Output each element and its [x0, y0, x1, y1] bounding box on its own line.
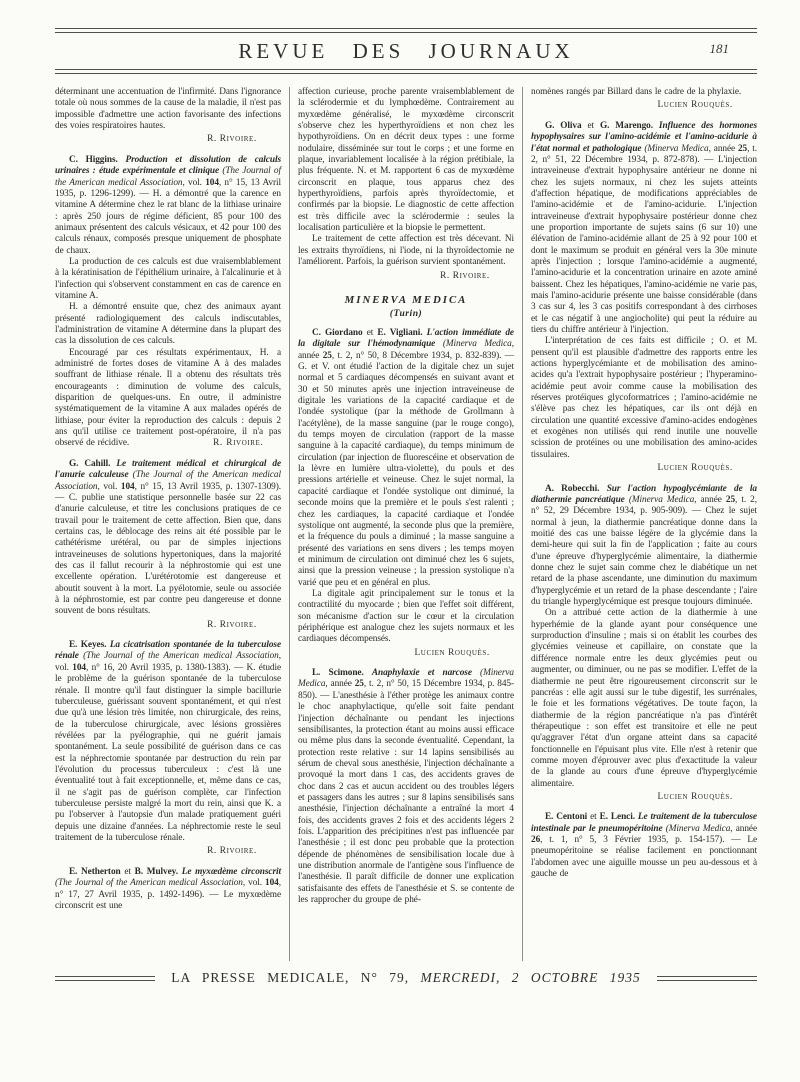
article-title: La cicatrisation spontanée de la tuberculose rénale: [55, 640, 281, 662]
footer-left-rule: [55, 976, 155, 981]
article-title: Le traitement médical et chirurgical de l'anurie calculeuse: [55, 458, 281, 481]
body-text: , t. 2, n° 51, 22 Décembre 1934, p. 872-878). — L'injection intraveineuse d'extrait hypophysaire antérieur ne donne ni chez les sujets normaux, ni chez les sujets atteints d'affection hépatique, de modifications appréciables de l'amino-acidémie et de l'amino-acidurie. L'injection intraveineuse d'extrait hypophysaire postérieur donne chez une proportion importante de sujets sains (6 sur 10) une élévation de l'amino-acidémie allant de 25 à 92 pour 100 et dont le maximum se produit en général vers la 30e minute après l'injection ; lorsque l'amino-acidémie a augmenté, l'amino-acidurie et la concentration urinaire en azote aminé baissent. Chez les hépatiques, l'amino-acidémie ne varie pas, mais l'amino-acidurie présente une baisse considérable (dans 3 cas sur 4, les 3 cas positifs correspondant à des cirrhoses et le cas négatif à une angiocholite) qui peut la réduire au tiers du chiffre antérieur à l'injection.: [531, 143, 757, 336]
article-abstract: [55, 459, 281, 618]
article-abstract: [55, 155, 281, 257]
journal-section-city: (Turin): [389, 308, 423, 319]
body-text: et: [362, 328, 378, 338]
reviewer-signature: R. Rivoire.: [207, 134, 257, 145]
article-abstract: [531, 812, 757, 880]
article-abstract: [55, 640, 281, 844]
body-text: et: [120, 866, 135, 877]
body-text: , année: [694, 495, 726, 505]
reviewer-signature: R. Rivoire.: [440, 270, 490, 281]
author-name: 25: [322, 350, 332, 361]
author-name: A. Robecchi.: [544, 483, 607, 494]
author-name: 104: [120, 481, 135, 492]
body-text: , vol.: [55, 651, 281, 673]
article-abstract: [55, 867, 281, 912]
article-title: Le myxœdème circonscrit: [181, 866, 281, 877]
paragraph: [298, 87, 514, 234]
article-abstract: [531, 484, 757, 609]
paragraph: [531, 336, 757, 461]
article-title: Sur l'action hypoglycémiante de la diathermie pancréatique: [531, 483, 757, 505]
reviewer-signature: Lucien Rouquès.: [657, 463, 733, 474]
journal-reference: (The Journal of the American medical Association: [55, 470, 281, 492]
author-name: E. Centoni: [544, 812, 588, 823]
body-text: , année: [298, 339, 514, 361]
article-title: Influence des hormones hypophysaires sur l'amino-acidémie et l'amino-acidurie à l'état normal et pathologique: [531, 120, 757, 154]
body-text: déterminant une accentuation de l'infirmité. Dans l'ignorance totale où nous sommes de la cause de la maladie, il n'est pas impossible d'admettre une action favorisante des infections des voies respiratoires hautes.: [55, 87, 281, 132]
body-text: , t. 2, n° 52, 29 Décembre 1934, p. 905-909). — Chez le sujet normal à jeun, la diathermie pancréatique donne dans la moitié des cas une baisse légère de la glycémie dans la demi-heure qui suit la fin de l'application ; faite au cours d'une épreuve d'hyperglycémie alimentaire, la diathermie donne chez le sujet sain comme chez le diabétique un net retard de la phase ascendante, une diminution du maximum d'hyperglycémie et un retard de la phase descendante ; l'aire du triangle hyperglycémique est presque toujours diminuée.: [531, 495, 757, 608]
body-text: , vol.: [97, 481, 121, 492]
body-text: , vol.: [182, 177, 206, 188]
body-text: On a attribué cette action de la diathermie à une hyperhémie de la glande ayant pour conséquence une surproduction d'insuline ; mais si on établit les courbes des glycémies veineuse et capillaire, on constate que la différence normale entre les deux glycémies peut ou augmenter, ou diminuer, ou ne pas se modifier. L'effet de la diathermie ne peut être rigoureusement circonscrit sur le pancréas : elle agit aussi sur le tube digestif, les surrénales, le foie et les formations végétatives. De toute façon, la diathermie de la région pancréatique n'a pas d'intérêt thérapeutique : son effet est transitoire et elle ne peut qu'aggraver l'état d'un organe atteint dans sa capacité fonctionnelle en l'épuisant plus vite. Elle n'est à retenir que comme moyen d'éprouver avec plus d'exactitude la valeur de la glande au cours d'une épreuve d'hyperglycémie alimentaire.: [531, 608, 757, 789]
paragraph: [55, 302, 281, 347]
author-name: B. Mulvey.: [134, 866, 182, 877]
journal-reference: (Minerva Medica: [298, 668, 514, 690]
author-name: L. Scimone.: [311, 668, 372, 679]
reviewer-signature: R. Rivoire.: [213, 438, 264, 449]
article-title: Production et dissolution de calculs urinaires : étude expérimentale et clinique: [55, 154, 281, 177]
reviewer-signature: R. Rivoire.: [207, 846, 257, 857]
author-name: G. Oliva: [544, 120, 582, 131]
column-left: [55, 87, 289, 961]
author-name: 104: [205, 177, 219, 188]
body-text: H. a démontré ensuite que, chez des animaux ayant présenté radiologiquement des calculs indiscutables, l'administration de vitamine A détermine dans la plupart des cas la dissolution de ces calculs.: [55, 302, 281, 347]
paragraph: [55, 348, 281, 450]
journal-reference: (The Journal of the American medical Association: [55, 878, 243, 889]
article-abstract: [298, 328, 514, 589]
article-title: L'action immédiate de la digitale sur l'hémodynamique: [298, 328, 514, 350]
author-name: E. Vigliani.: [377, 328, 427, 338]
article-title: Le traitement de la tuberculose intestinale par le pneumopéritoine: [531, 812, 757, 834]
header-bottom-rule: [55, 69, 757, 74]
article-title: Anaphylaxie et narcose: [371, 668, 481, 679]
body-text: , t. 2, n° 50, 15 Décembre 1934, p. 845-850). — L'anesthésie à l'éther protège les animaux contre le choc anaphylactique, qu'elle soit faite pendant l'injection déchaînante ou pendant les injections sensibilisantes, la protection étant au moins aussi efficace ou même plus dans la seconde éventualité. Cependant, la protection reste relative : sur 14 lapins sensibilisés au sérum de cheval sous anesthésie, l'injection déchaînante a provoqué la mort dans 1 cas, des accidents graves de choc dans 2 cas et aucun accident ou des troubles légers et passagers dans les autres ; sur 8 lapins sensibilisés sans anesthésie, l'injection déchaînante a entraîné la mort 4 fois, des accidents graves 2 fois et des accidents légers 2 fois. L'apparition des précipitines n'est pas influencée par l'anesthésie ; il est donc peu probable que la protection dépende de phénomènes de sensibilisation locale due à une distribution anormale de l'antigène sous l'influence de l'anesthésie. Il paraît difficile de donner une explication satisfaisante des effets de l'anesthésie et S. se contente de les rapprocher du groupe de phé-: [298, 679, 515, 905]
author-name: E. Keyes.: [68, 640, 110, 651]
body-text: , n° 15, 13 Avril 1935, p. 1296-1299). — H. a démontré que la carence en vitamine A détermine chez le rat blanc de la lithiase urinaire : après 250 jours de régime déficient, 85 pour 100 des animaux présentent des calculs vésicaux, et 42 pour 100 des calculs rénaux, composés presque uniquement de phosphate de chaux.: [55, 177, 282, 256]
article-columns: [55, 87, 757, 961]
body-text: et: [587, 812, 600, 823]
body-text: , année: [708, 143, 738, 154]
body-text: Le traitement de cette affection est très décevant. Ni les extraits thyroïdiens, ni l'iode, ni la thyroïdectomie ne l'améliorent. Parfois, la guérison survient spontanément.: [298, 234, 514, 268]
journal-section-title: MINERVA MEDICA: [344, 294, 468, 306]
column-middle: [289, 87, 523, 961]
paragraph: [55, 87, 281, 132]
paragraph: [298, 234, 514, 268]
author-name: E. Netherton: [68, 866, 121, 877]
page-title: REVUE DES JOURNAUX: [238, 38, 574, 63]
body-text: La production de ces calculs est due vraisemblablement à la kératinisation de l'épithélium urinaire, à l'alcalinurie et à l'infection qui s'observent constamment en cas de carence en vitamine A.: [55, 256, 281, 301]
journal-reference: (Minerva Medica: [628, 495, 695, 505]
paragraph: [531, 87, 757, 98]
author-name: C. Higgins.: [68, 154, 126, 165]
author-name: 104: [265, 878, 279, 889]
body-text: , n° 15, 13 Avril 1935, p. 1307-1309). — C. publie une statistique personnelle basée sur 22 cas d'anurie calculeuse, et titre les conclusions pratiques de ce travail pour le traitement de cette affection. Bien que, dans certains cas, le déblocage des reins ait été possible par le cathétérisme urétéral, ou par de simples injections intraveineuses de solutions hypertoniques, dans la majorité des cas il fallut recourir à la néphrostomie qui est une excellente opération. L'urétérotomie est dangereuse et aboutit souvent à la mort. La pyélotomie, seule ou associée à la néphrostomie, est par contre peu dangereuse et donne souvent de bons résultats.: [55, 481, 282, 617]
body-text: , n° 17, 27 Avril 1935, p. 1492-1496). — Le myxœdème circonscrit est une: [55, 878, 281, 911]
body-text: La digitale agit principalement sur le tonus et la contractilité du myocarde ; bien que l'effet soit différent, son mécanisme d'action sur le cœur et la circulation périphérique est analogue chez les sujets normaux et les cardiaques décompensés.: [298, 588, 514, 645]
reviewer-signature: Lucien Rouquès.: [657, 791, 733, 802]
body-text: , année: [325, 679, 355, 690]
paragraph: [531, 608, 757, 790]
body-text: , n° 16, 20 Avril 1935, p. 1380-1383). — K. étudie le problème de la guérison spontanée de la tuberculose rénale. Il montre qu'il faut distinguer la simple bacillurie tuberculeuse, guérissant souvent spontanément, et qui n'est due qu'à une lésion très limitée, non chirurgicale, des reins, de la tuberculose chirurgicale, avec lésions grossières révélées par la pyélographie, qui ne guérit jamais spontanément. La seule possibilité de guérison dans ce cas est la néphrectomie spontanée par destruction du rein par l'évolution du processus tuberculeux : c'est là une éventualité tout à fait exceptionnelle, et, même dans ce cas, il ne s'agit pas de guérison complète, car l'infection tuberculeuse persiste malgré la mort du rein, ainsi que K. a pu l'observer à l'autopsie d'un malade pratiquement guéri depuis une dizaine d'années. La néphrectomie reste le seul traitement de la tuberculose rénale.: [55, 662, 282, 843]
author-name: G. Cahill.: [68, 458, 117, 469]
masthead: [55, 33, 757, 69]
body-text: affection curieuse, proche parente vraisemblablement de la sclérodermie et du lymphœdème. Contrairement au myxœdème généralisé, le myxœdème circonscrit s'observe chez les hyperthyroïdiens et non chez les hypothyroïdiens. On en décrit deux types : une forme nodulaire, disséminée sur tout le corps ; et une forme en plaque, invariablement localisée à la région prétibiale, la plus fréquente. N. et M. rapportent 6 cas de myxœdème circonscrit en plaque, tous apparus chez des hyperthyroïdiens, parfois après thyroïdectomie, et confirmés par la biopsie. Le diagnostic de cette affection est très difficile avec la sclérodermie : seules la localisation particulière et la biopsie le permettent.: [298, 87, 514, 234]
body-text: , t. 1, n° 5, 3 Février 1935, p. 154-157). — Le pneumopéritoine se réalise facilement en ponctionnant l'abdomen avec une aiguille mousse un peu au-dessous et à gauche de: [531, 835, 757, 880]
journal-reference: (Minerva Medica: [665, 823, 731, 834]
reviewer-signature: R. Rivoire.: [207, 619, 257, 630]
journal-reference: (The Journal of the American medical Association: [83, 651, 279, 662]
body-text: et: [581, 120, 600, 131]
journal-reference: (Minerva Medica: [442, 339, 512, 350]
paragraph: [298, 589, 514, 646]
body-text: , vol.: [242, 878, 266, 889]
journal-reference: (The Journal of the American medical Association: [55, 166, 281, 188]
paragraph: [55, 257, 281, 302]
footer-issue-date: MERCREDI, 2 OCTOBRE 1935: [420, 970, 641, 985]
column-right: [523, 87, 757, 961]
author-name: G. Marengo.: [599, 120, 659, 131]
author-name: C. Giordano: [311, 328, 363, 338]
footer-journal-name: LA PRESSE MEDICALE, N° 79,: [171, 970, 410, 985]
journal-section: [298, 294, 514, 319]
body-text: , t. 2, n° 50, 8 Décembre 1934, p. 832-839). — G. et V. ont étudié l'action de la digitale chez un sujet normal et 5 cardiaques décompensés en suivant avant et 30 et 50 minutes après une injection intraveineuse de digitale les variations de la capacité cardiaque et de l'ondée systolique (par la méthode de Grollmann à l'acétylène), de la masse sanguine (par le rouge congo), du temps moyen de circulation (rapport de la masse sanguine à la capacité cardiaque), du temps minimum de circulation (par injection de fluorescéine et observation de la lèvre en lumière ultra-violette), du pouls et des pressions artérielle et veineuse. Chez le sujet normal, la capacité cardiaque et l'ondée systolique ont diminué, la seconde moins que la première et le pouls s'est ralenti ; chez les cardiaques, la capacité cardiaque et l'ondée systolique ont augmenté, la seconde plus que la première, et la fréquence du pouls a diminué ; la masse sanguine a présenté des variations en sens divers ; les temps moyen et minimum de circulation ont diminué chez les 6 sujets, ainsi que la pression veineuse ; la pression systolique n'a varié que peu et en général en plus.: [298, 350, 514, 588]
footer-text: [171, 970, 641, 986]
journal-reference: (Minerva Medica: [644, 143, 709, 154]
author-name: 25: [737, 143, 748, 154]
page-number: 181: [709, 41, 729, 56]
body-text: nomènes rangés par Billard dans le cadre de la phylaxie.: [531, 87, 742, 97]
body-text: , année: [730, 823, 757, 834]
body-text: Encouragé par ces résultats expérimentaux, H. a administré de fortes doses de vitamine A à des malades souffrant de lithiase rénale. Il a obtenu des résultats très encourageants : diminution de volume des calculs, disparition de quelques-uns. En outre, il administre systématiquement de la vitamine A aux malades opérés de lithiase, pour éviter la reproduction des calculs : depuis 2 ans qu'il utilise ce traitement post-opératoire, il n'a pas observé de récidive.: [55, 347, 281, 449]
author-name: 104: [72, 662, 86, 673]
footer-right-rule: [657, 976, 757, 981]
author-name: E. Lenci.: [599, 812, 638, 823]
article-abstract: [531, 121, 757, 337]
body-text: L'interprétation de ces faits est difficile ; O. et M. pensent qu'il est plausible d'admettre des rapports entre les actions hyperglycémiante et de mobilisation des amino-acides qu'a l'extrait hypophysaire postérieur ; l'hyperamino-acidémie peut avoir comme cause la mobilisation des réserves protéiques glycoformatrices ; l'amino-acidémie ne s'élève pas chez les hépatiques, car ils ont déjà en circulation une quantité excessive d'amino-acides endogènes et exogènes non utilisés qui rend inutile une nouvelle scission de protéines ou une mobilisation des amino-acides tissulaires.: [531, 336, 757, 460]
article-abstract: [298, 668, 514, 906]
reviewer-signature: Lucien Rouquès.: [414, 647, 490, 658]
page-footer: [55, 970, 757, 986]
reviewer-signature: Lucien Rouquès.: [657, 100, 733, 111]
author-name: 25: [725, 495, 736, 505]
author-name: 25: [354, 679, 364, 690]
author-name: 26: [531, 835, 541, 846]
